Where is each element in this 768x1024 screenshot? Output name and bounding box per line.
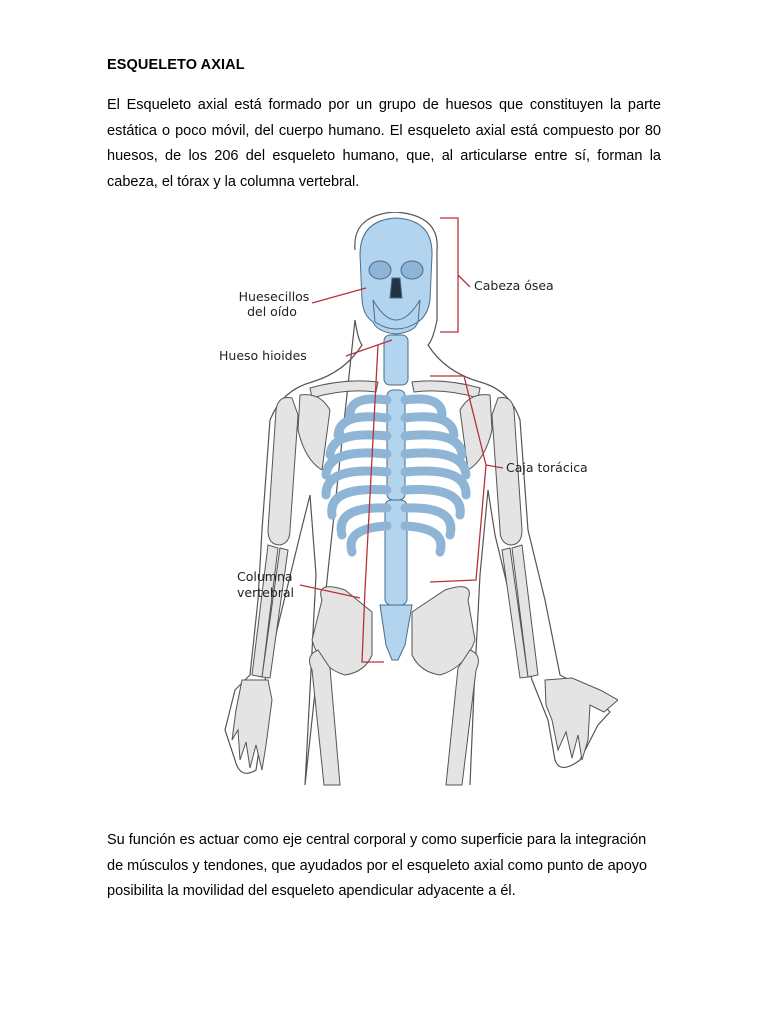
axial-skeleton-figure bbox=[218, 212, 618, 792]
document-title: ESQUELETO AXIAL bbox=[107, 57, 245, 73]
label-cabeza-osea: Cabeza ósea bbox=[474, 278, 554, 293]
label-huesecillos-line1: Huesecillos bbox=[238, 289, 310, 304]
label-columna-line2: vertebral bbox=[237, 585, 295, 600]
skull bbox=[360, 218, 432, 334]
cabeza-bracket bbox=[440, 218, 470, 332]
left-humerus bbox=[268, 398, 298, 546]
label-huesecillos-line2: del oído bbox=[247, 304, 297, 319]
left-orbit bbox=[369, 261, 391, 279]
right-scapula bbox=[460, 395, 492, 470]
huesecillos-leader bbox=[312, 288, 366, 303]
label-caja-toracica: Caja torácica bbox=[506, 460, 588, 475]
nasal-cavity bbox=[390, 278, 402, 298]
label-hueso-hioides: Hueso hioides bbox=[219, 348, 307, 363]
sacrum bbox=[380, 605, 412, 660]
left-hand bbox=[232, 680, 272, 770]
left-forearm bbox=[252, 545, 288, 678]
right-hand bbox=[545, 678, 618, 760]
sternum bbox=[387, 390, 405, 500]
function-paragraph: Su función es actuar como eje central corporal y como superficie para la integración de músculos y tendones, que ayudados por el esqueleto axial como punto de apoyo posibilita la movilidad del esqueleto apendicular adyacente a él. bbox=[107, 832, 648, 899]
right-forearm bbox=[502, 545, 538, 678]
intro-paragraph: El Esqueleto axial está formado por un grupo de huesos que constituyen la parte estática o poco móvil, del cuerpo humano. El esqueleto axial está compuesto por 80 huesos, de los 206 del esqueleto humano, que, al articularse entre sí, forman la cabeza, el tórax y la columna vertebral. bbox=[107, 97, 661, 190]
skeleton-diagram bbox=[218, 212, 618, 792]
label-columna-line1: Columna bbox=[237, 569, 293, 584]
thoracolumbar-spine bbox=[385, 500, 407, 605]
cervical-spine bbox=[384, 335, 408, 385]
right-orbit bbox=[401, 261, 423, 279]
left-scapula bbox=[298, 395, 330, 470]
